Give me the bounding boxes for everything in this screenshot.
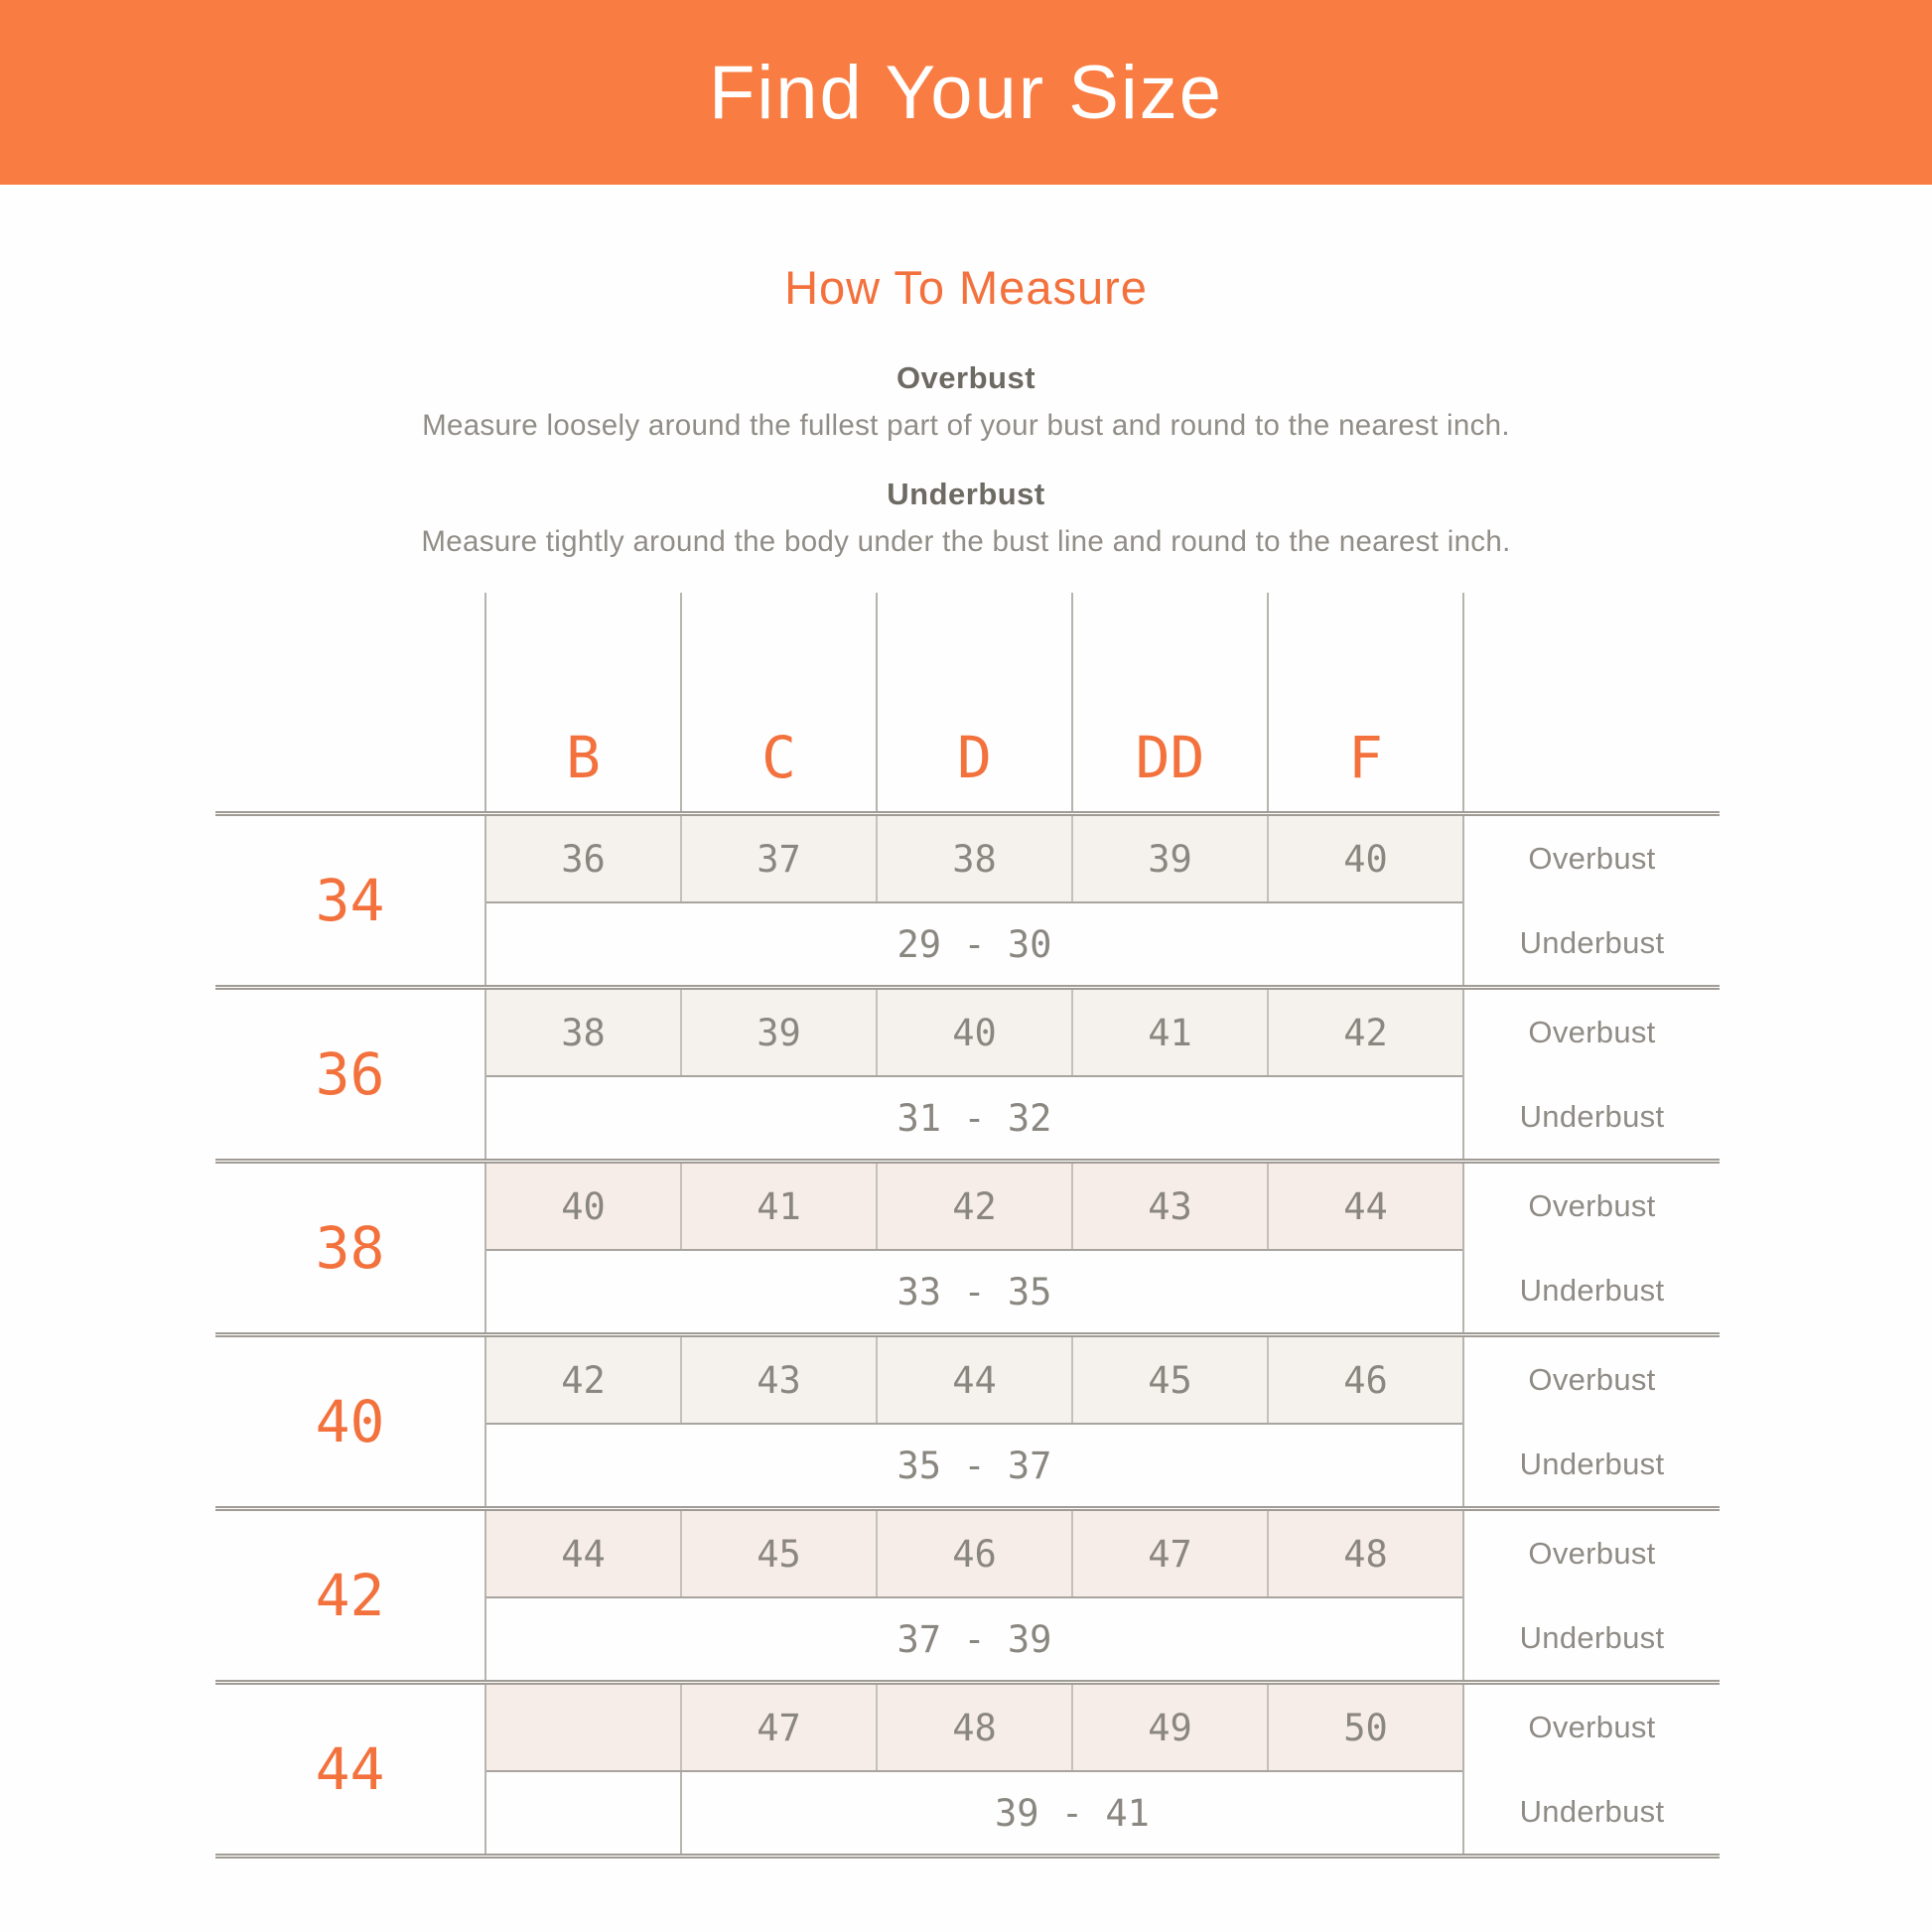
side-label-underbust: Underbust: [1519, 1098, 1665, 1134]
band-size-label: 44: [315, 1735, 385, 1803]
overbust-value: 38: [486, 990, 682, 1075]
overbust-value: 38: [878, 816, 1073, 901]
side-label-underbust: Underbust: [1519, 924, 1665, 960]
overbust-value: 42: [1269, 990, 1462, 1075]
overbust-value: 46: [1269, 1337, 1462, 1423]
underbust-empty-b-cell: [486, 1772, 682, 1854]
page-title: Find Your Size: [708, 50, 1224, 135]
size-row-34: [215, 816, 1720, 990]
cup-header-spacer: [215, 593, 484, 811]
side-label-overbust: Overbust: [1528, 1535, 1656, 1571]
overbust-value: 41: [1073, 990, 1269, 1075]
overbust-value: 42: [878, 1164, 1073, 1249]
overbust-value: 50: [1269, 1685, 1462, 1770]
side-label-underbust: Underbust: [1519, 1272, 1665, 1308]
side-label-underbust: Underbust: [1519, 1793, 1665, 1829]
underbust-range: 39 - 41: [995, 1791, 1150, 1835]
cup-column-dd: DD: [1071, 593, 1267, 811]
cup-header-endcap: [1462, 593, 1720, 811]
cup-column-b: B: [484, 593, 680, 811]
overbust-value: 41: [682, 1164, 878, 1249]
overbust-value: 46: [878, 1511, 1073, 1596]
cup-column-c: C: [680, 593, 876, 811]
overbust-value: 47: [1073, 1511, 1269, 1596]
overbust-value: 48: [1269, 1511, 1462, 1596]
band-size-label: 34: [315, 867, 385, 934]
overbust-value: 39: [1073, 816, 1269, 901]
overbust-values-row: [486, 1511, 1462, 1598]
overbust-value: 45: [682, 1511, 878, 1596]
overbust-values-row: [486, 1685, 1462, 1772]
size-row-44: [215, 1685, 1720, 1859]
underbust-description: Measure tightly around the body under the bust line and round to the nearest inch.: [421, 525, 1511, 558]
overbust-value: 42: [486, 1337, 682, 1423]
overbust-value: 44: [1269, 1164, 1462, 1249]
underbust-range: 29 - 30: [897, 922, 1052, 966]
overbust-value: 40: [486, 1164, 682, 1249]
overbust-value: 44: [878, 1337, 1073, 1423]
overbust-value: 43: [1073, 1164, 1269, 1249]
side-label-overbust: Overbust: [1528, 1709, 1656, 1744]
underbust-range: 37 - 39: [897, 1617, 1052, 1661]
overbust-value: 36: [486, 816, 682, 901]
side-label-underbust: Underbust: [1519, 1446, 1665, 1481]
size-row-42: [215, 1511, 1720, 1685]
overbust-value: 44: [486, 1511, 682, 1596]
how-to-measure-section: [0, 185, 1932, 559]
band-size-label: 40: [315, 1388, 385, 1455]
cup-column-f: F: [1267, 593, 1462, 811]
cup-column-d: D: [876, 593, 1071, 811]
band-size-label: 38: [315, 1214, 385, 1282]
size-row-38: [215, 1164, 1720, 1337]
overbust-values-row: [486, 816, 1462, 903]
band-size-label: 36: [315, 1040, 385, 1108]
overbust-heading: Overbust: [896, 360, 1036, 395]
overbust-value: 48: [878, 1685, 1073, 1770]
size-row-36: [215, 990, 1720, 1164]
title-banner: [0, 0, 1932, 185]
overbust-value: 45: [1073, 1337, 1269, 1423]
overbust-value: 49: [1073, 1685, 1269, 1770]
how-to-measure-title: How To Measure: [784, 261, 1148, 314]
overbust-description: Measure loosely around the fullest part of your bust and round to the nearest inch.: [422, 409, 1510, 442]
side-label-underbust: Underbust: [1519, 1619, 1665, 1655]
overbust-value: 47: [682, 1685, 878, 1770]
size-row-40: [215, 1337, 1720, 1511]
overbust-values-row: [486, 1337, 1462, 1425]
underbust-range: 33 - 35: [897, 1270, 1052, 1313]
cup-header-row: [215, 593, 1720, 816]
side-label-overbust: Overbust: [1528, 1014, 1656, 1049]
overbust-value-empty: [486, 1685, 682, 1770]
overbust-value: 40: [1269, 816, 1462, 901]
overbust-values-row: [486, 990, 1462, 1077]
side-label-overbust: Overbust: [1528, 1361, 1656, 1397]
side-label-overbust: Overbust: [1528, 840, 1656, 876]
side-label-overbust: Overbust: [1528, 1187, 1656, 1223]
underbust-range: 31 - 32: [897, 1096, 1052, 1140]
overbust-values-row: [486, 1164, 1462, 1251]
underbust-heading: Underbust: [887, 477, 1045, 511]
band-size-label: 42: [315, 1562, 385, 1629]
overbust-value: 39: [682, 990, 878, 1075]
underbust-range: 35 - 37: [897, 1444, 1052, 1487]
overbust-value: 43: [682, 1337, 878, 1423]
overbust-value: 37: [682, 816, 878, 901]
overbust-value: 40: [878, 990, 1073, 1075]
size-chart-table: [215, 593, 1720, 1859]
